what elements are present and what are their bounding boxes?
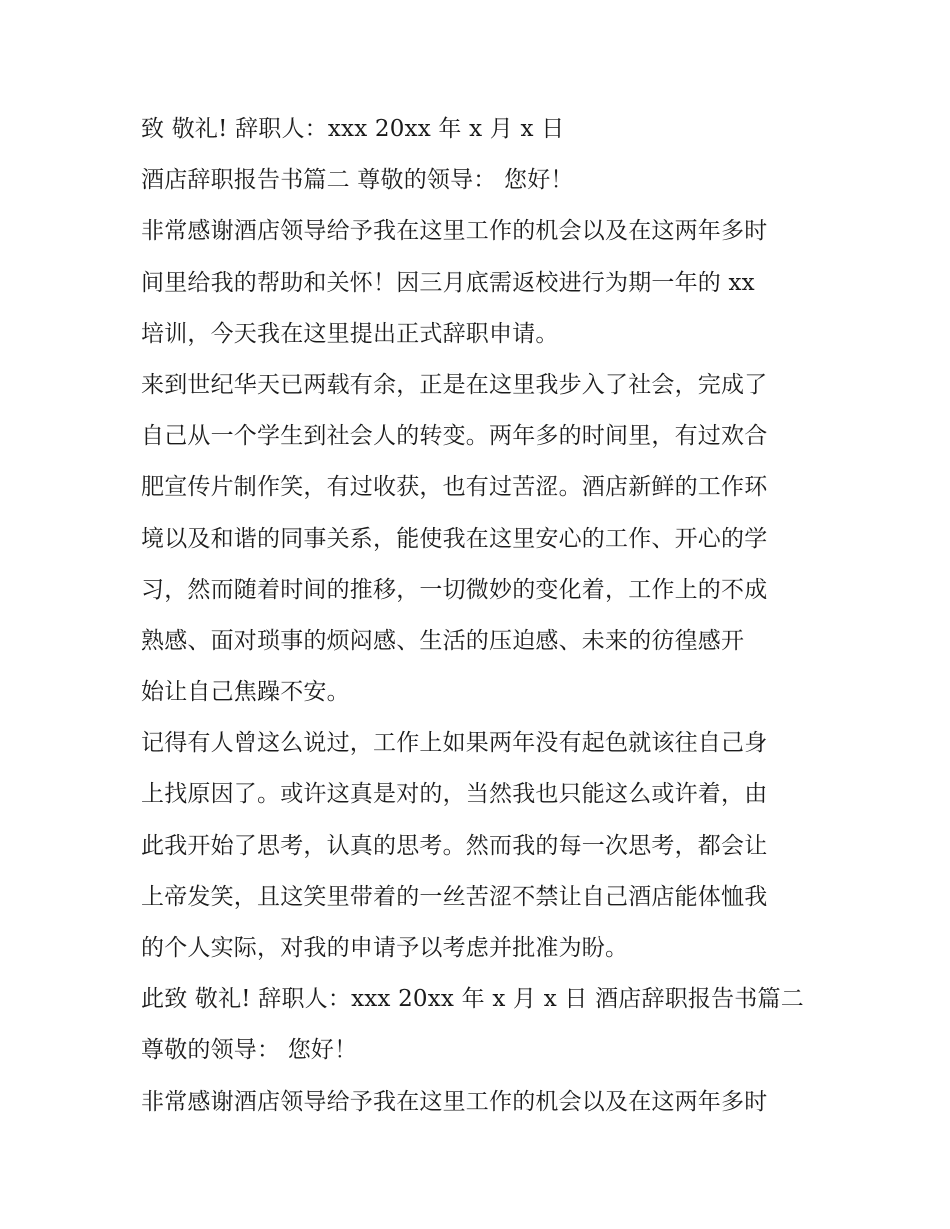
text-line: 非常感谢酒店领导给予我在这里工作的机会以及在这两年多时 <box>141 218 768 245</box>
text-line: 酒店辞职报告书篇二 尊敬的领导： 您好！ <box>141 167 574 194</box>
text-line: 的个人实际，对我的申请予以考虑并批准为盼。 <box>141 935 629 961</box>
text-line: 非常感谢酒店领导给予我在这里工作的机会以及在这两年多时 <box>141 1088 768 1115</box>
text-line: 此我开始了思考，认真的思考。然而我的每一次思考，都会让 <box>141 832 768 859</box>
text-line: 上帝发笑，且这笑里带着的一丝苦涩不禁让自己酒店能体恤我 <box>141 883 768 910</box>
text-line: 始让自己焦躁不安。 <box>141 679 350 706</box>
text-line: 肥宣传片制作笑，有过收获，也有过苦涩。酒店新鲜的工作环 <box>141 474 768 501</box>
text-line: 培训，今天我在这里提出正式辞职申请。 <box>141 320 559 347</box>
text-line: 致 敬礼! 辞职人：xxx 20xx 年 x 月 x 日 <box>141 116 565 142</box>
text-line: 间里给我的帮助和关怀！因三月底需返校进行为期一年的 xx <box>141 269 755 296</box>
text-line: 自己从一个学生到社会人的转变。两年多的时间里，有过欢合 <box>141 423 768 450</box>
text-line: 熟感、面对琐事的烦闷感、生活的压迫感、未来的彷徨感开 <box>141 627 745 654</box>
text-line: 境以及和谐的同事关系，能使我在这里安心的工作、开心的学 <box>141 525 768 552</box>
text-line: 记得有人曾这么说过，工作上如果两年没有起色就该往自己身 <box>141 730 768 757</box>
text-line: 习，然而随着时间的推移，一切微妙的变化着，工作上的不成 <box>141 576 768 603</box>
text-line: 上找原因了。或许这真是对的，当然我也只能这么或许着，由 <box>141 781 768 808</box>
text-line: 此致 敬礼! 辞职人：xxx 20xx 年 x 月 x 日 酒店辞职报告书篇二 <box>141 986 804 1013</box>
text-line: 尊敬的领导： 您好！ <box>141 1037 358 1064</box>
text-line: 来到世纪华天已两载有余，正是在这里我步入了社会，完成了 <box>141 371 768 398</box>
resignation-letter-body <box>141 108 821 1132</box>
